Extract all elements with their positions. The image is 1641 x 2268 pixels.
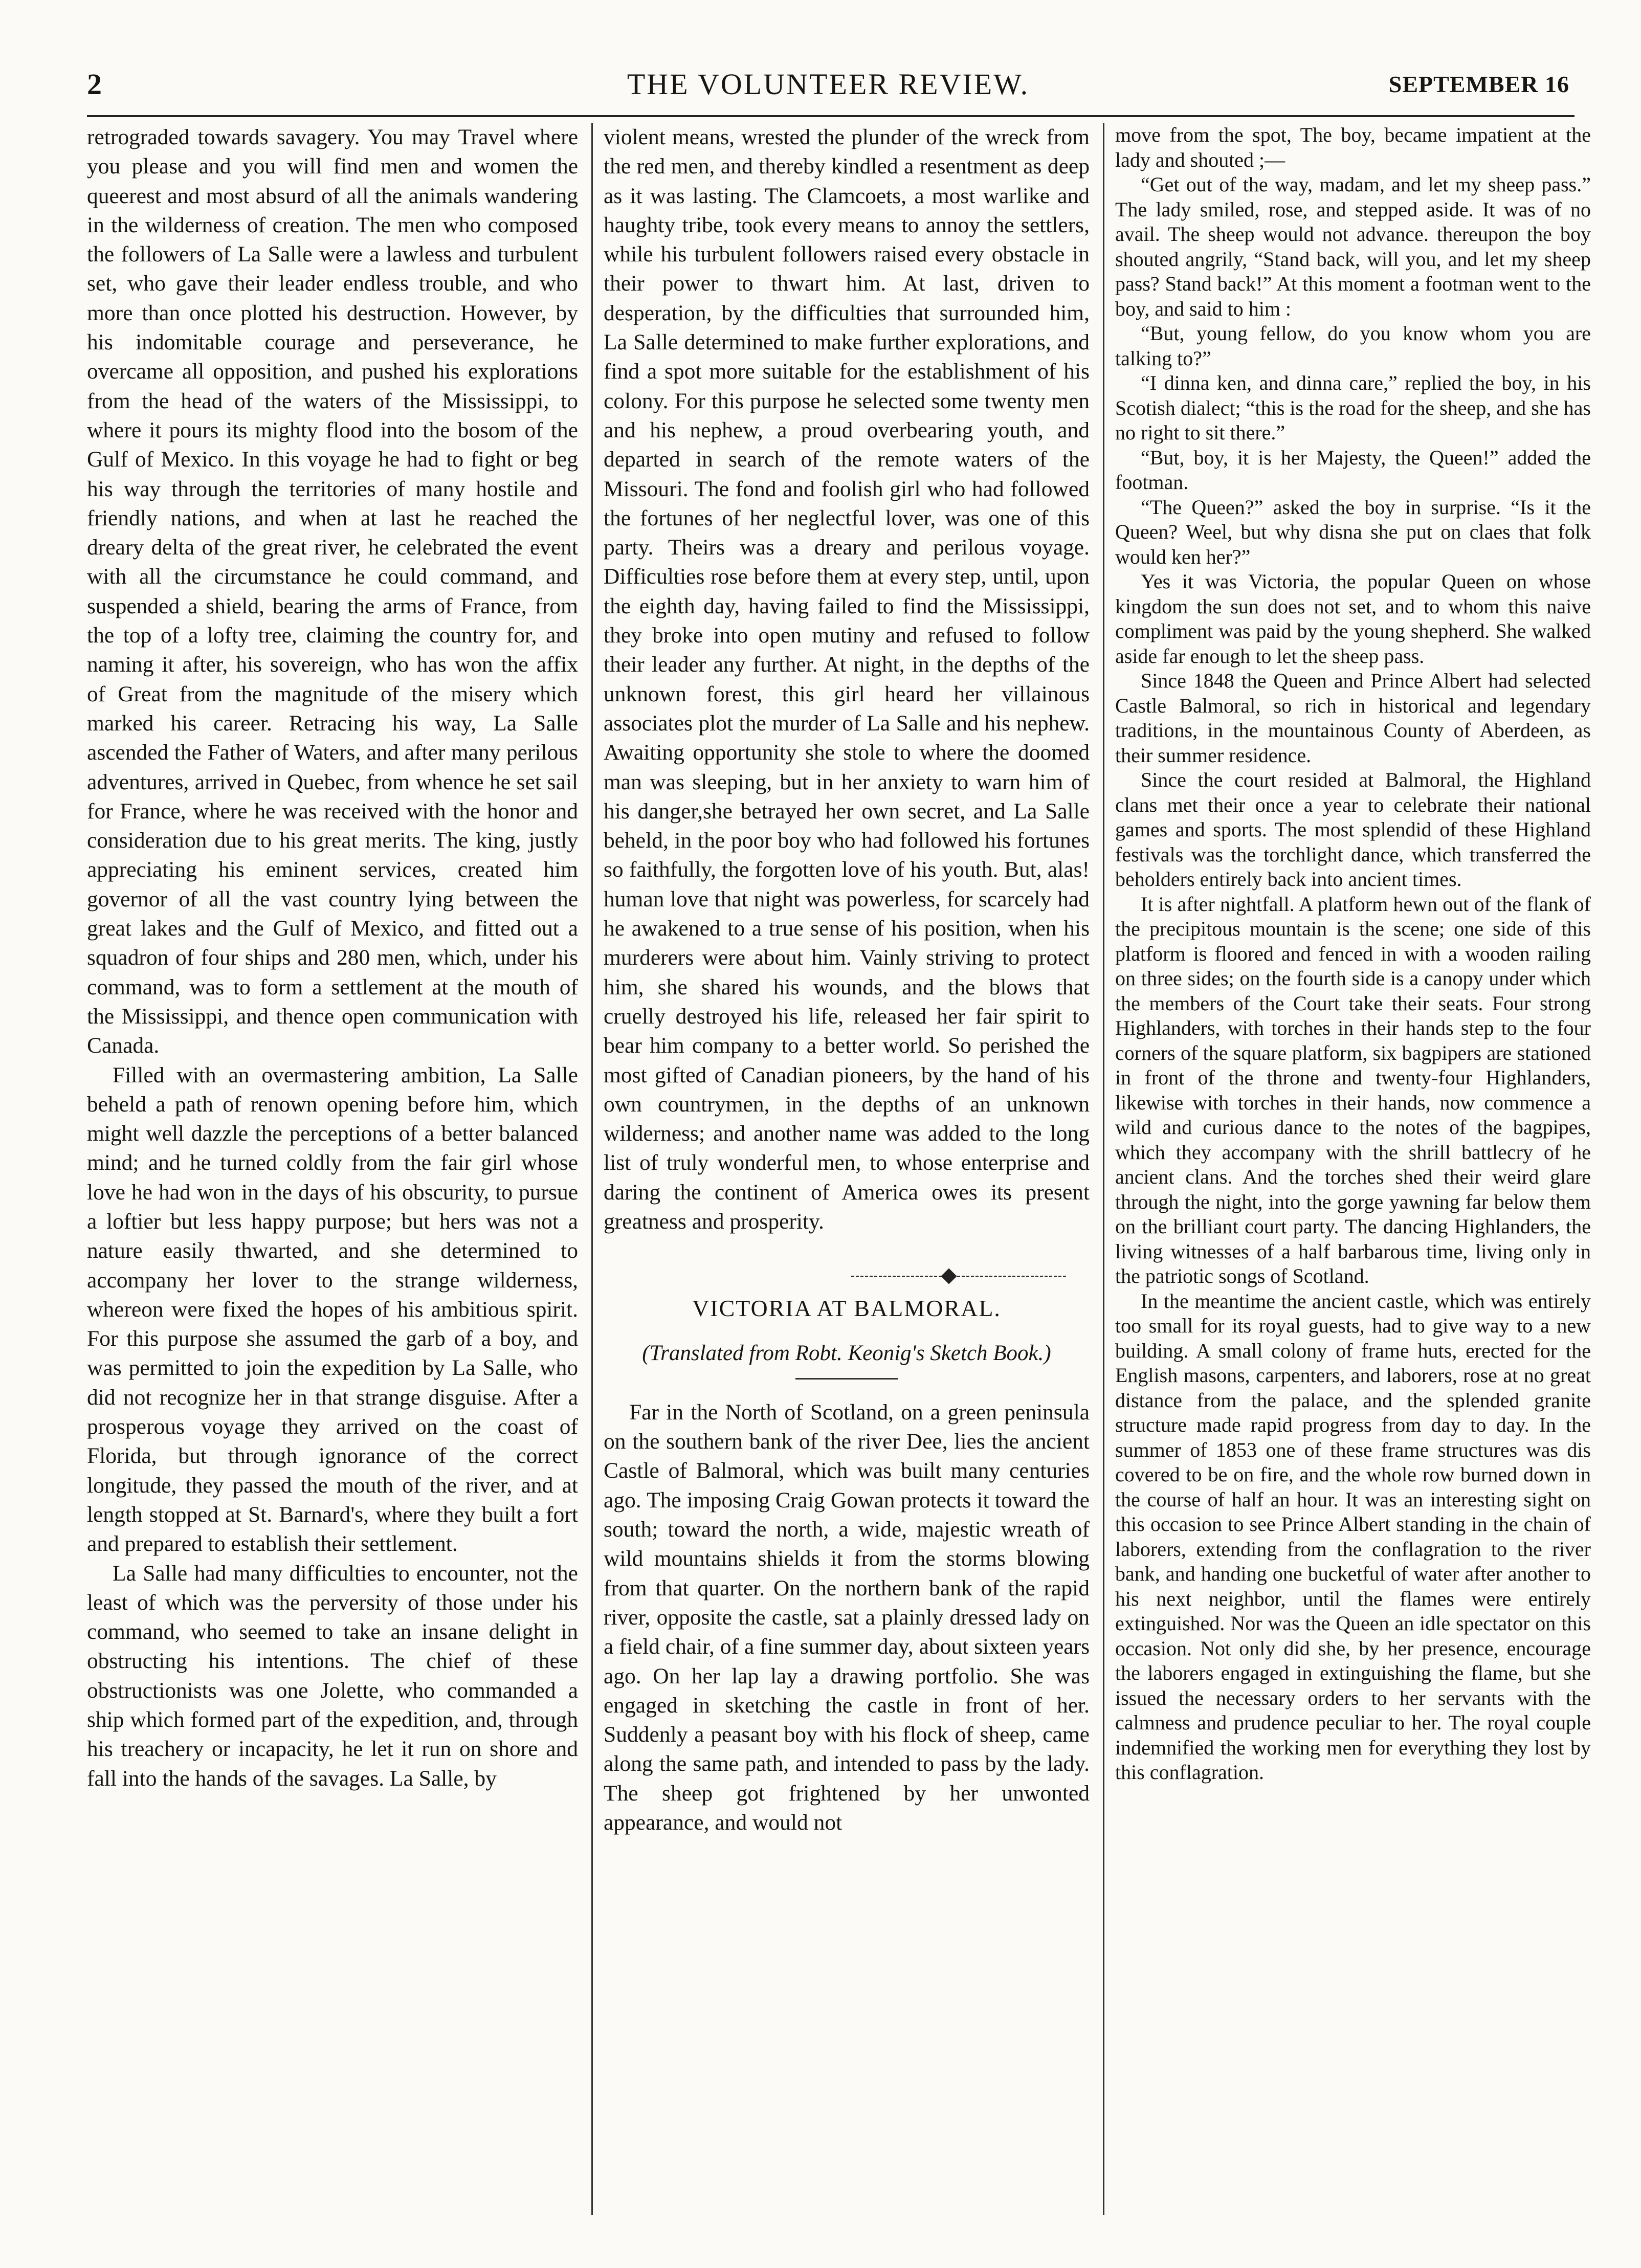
page-number: 2 [87,68,102,101]
newspaper-title: THE VOLUNTEER REVIEW. [627,68,1030,101]
column-divider [591,123,593,2215]
paragraph: Yes it was Victoria, the popular Queen on whose kingdom the sun does not set, and to whom this naive compliment was paid by the young shepherd. She walked aside far enough to let the sheep pass. [1115,570,1591,668]
divider-line [851,1276,1066,1277]
paragraph: Far in the North of Scotland, on a green peninsula on the southern bank of the river Dee, lies the ancient Castle of Balmoral, which was built many centuries ago. The imposing Craig Gowan protects it toward the south; toward the north, a wide, majestic wreath of wild mountains shields it from the storms blowing from that quarter. On the northern bank of the rapid river, opposite the castle, sat a plainly dressed lady on a field chair, of a fine summer day, about sixteen years ago. On her lap lay a drawing portfolio. She was engaged in sketching the castle in front of her. Suddenly a peasant boy with his flock of sheep, came along the same path, and intended to pass by the lady. The sheep got frightened by her unwonted appearance, and would not [604,1399,1090,1835]
paragraph: “The Queen?” asked the boy in surprise. “Is it the Queen? Weel, but why disna she put on claes that folk would ken her?” [1115,495,1591,568]
paragraph: retrograded towards savagery. You may Travel where you please and you will find men and women the queerest and most absurd of all the animals wandering in the wilderness of creation. The men who composed the followers of La Salle were a lawless and turbulent set, who gave their leader endless trouble, and who more than once plotted his destruction. However, by his indomitable courage and perseverance, he overcame all opposition, and pushed his explorations from the head of the waters of the Mississippi, to where it pours its mighty flood into the bosom of the Gulf of Mexico. In this voyage he had to fight or beg his way through the territories of many hostile and friendly nations, and when at last he reached the dreary delta of the great river, he celebrated the event with all the circumstance he could command, and suspended a shield, bearing the arms of France, from the top of a lofty tree, claiming the country for, and naming it after, his sovereign, who has won the affix of Great from the magnitude of the misery which marked his career. Retracing his way, La Salle ascended the Father of Waters, and after many perilous adventures, arrived in Quebec, from whence he set sail for France, where he was received with the honor and consideration due to his great merits. The king, justly appreciating his eminent services, created him governor of all the vast country lying between the great lakes and the Gulf of Mexico, and fitted out a squadron of four ships and 280 men, which, under his command, was to form a settlement at the mouth of the Mississippi, and thence open communication with Canada. [87,125,578,1058]
column-1 [87,123,578,2215]
paragraph: “But, boy, it is her Majesty, the Queen!” added the footman. [1115,446,1591,494]
paragraph: Filled with an overmastering ambition, La Salle beheld a path of renown opening before him, which might well dazzle the perceptions of a better balanced mind; and he turned coldly from the fair girl whose love he had won in the days of his obscurity, to pursue a loftier but less happy purpose; but hers was not a nature easily thwarted, and she determined to accompany her lover to the strange wilderness, whereon were fixed the hopes of his ambitious spirit. For this purpose she assumed the garb of a boy, and was permitted to join the expedition by La Salle, who did not recognize her in that strange disguise. After a prosperous voyage they arrived on the coast of Florida, but through ignorance of the correct longitude, they passed the mouth of the river, and at length stopped at St. Barnard's, where they built a fort and prepared to establish their settlement. [87,1062,578,1557]
paragraph: “But, young fellow, do you know whom you are talking to?” [1115,322,1591,370]
subtitle-rule [795,1378,898,1380]
issue-date: SEPTEMBER 16 [1388,71,1569,97]
column-divider [1103,123,1104,2215]
article-title: VICTORIA AT BALMORAL. [692,1295,1001,1322]
paragraph: In the meantime the ancient castle, which was entirely too small for its royal guests, had to give way to a new building. A small colony of frame huts, erected for the English masons, carpenters, and laborers, rose at no great distance from the palace, and the splended granite structure made rapid progress from day to day. In the summer of 1853 one of these frame structures was dis covered to be on fire, and the whole row burned down in the course of half an hour. It was an interesting sight on this occasion to see Prince Albert standing in the chain of laborers, extending from the conflagration to the river bank, and handing one bucketful of water after another to his next neighbor, until the flames were entirely extinguished. Nor was the Queen an idle spectator on this occasion. Not only did she, by her presence, encourage the laborers engaged in extinguishing the flame, but she issued the necessary orders to her servants with the calmness and prudence peculiar to her. The royal couple indemnified the working men for everything they lost by this conflagration. [1115,1289,1591,1784]
article-subtitle: (Translated from Robt. Keonig's Sketch Book.) [642,1341,1051,1365]
header-rule [87,115,1575,117]
paragraph: violent means, wrested the plunder of the wreck from the red men, and thereby kindled a resentment as deep as it was lasting. The Clamcoets, a most warlike and haughty tribe, took every means to annoy the settlers, while his turbulent followers raised every obstacle in their power to thwart him. At last, driven to desperation, by the difficulties that surrounded him, La Salle determined to make further explorations, and find a spot more suitable for the establishment of his colony. For this purpose he selected some twenty men and his nephew, a proud overbearing youth, and departed in search of the remote waters of the Missouri. The fond and foolish girl who had followed the fortunes of her neglectful lover, was one of this party. Theirs was a dreary and perilous voyage. Difficulties rose before them at every step, until, upon the eighth day, having failed to find the Mississippi, they broke into open mutiny and refused to follow their leader any further. At night, in the depths of the unknown forest, this girl heard her villainous associates plot the murder of La Salle and his nephew. Awaiting opportunity she stole to where the doomed man was sleeping, but in her anxiety to warn him of his danger,she betrayed her own secret, and La Salle beheld, in the poor boy who had followed his fortunes so faithfully, the forgotten love of his youth. But, alas! human love that night was powerless, for scarcely had he awakened to a true sense of his position, when his murderers were about him. Vainly striving to protect him, she shared his wounds, and the blows that cruelly destroyed his life, released her fair spirit to bear him company to a better world. So perished the most gifted of Canadian pioneers, by the hand of his own countrymen, in the depths of an unknown wilderness; and another name was added to the long list of truly wonderful men, to whose enterprise and daring the continent of America owes its present greatness and prosperity. [604,125,1090,1234]
section-divider [604,1260,1090,1275]
paragraph: It is after nightfall. A platform hewn out of the flank of the precipitous mountain is the scene; one side of this platform is floored and fenced in with a wooden railing on three sides; on the fourth side is a canopy under which the members of the Court take their seats. Four strong Highlanders, with torches in their hands step to the four corners of the square platform, six bagpipers are stationed in front of the throne and twenty-four Highlanders, likewise with torches in their hands, now commence a wild and curious dance to the notes of the bagpipes, which they accompany with the shrill battlecry of he ancient clans. And the torches shed their weird glare through the night, into the gorge yawning far below them on the brilliant court party. The dancing Highlanders, the living witnesses of a half barbarous time, living only in the patriotic songs of Scotland. [1115,892,1591,1287]
divider-ornament-icon [941,1269,957,1284]
paragraph: “Get out of the way, madam, and let my sheep pass.” The lady smiled, rose, and stepped aside. It was of no avail. The sheep would not advance. thereupon the boy shouted angrily, “Stand back, will you, and let my sheep pass? Stand back!” At this moment a footman went to the boy, and said to him : [1115,173,1591,320]
column-3 [1115,123,1591,2215]
paragraph: Since the court resided at Balmoral, the Highland clans met their once a year to celebrate their national games and sports. The most splendid of these Highland festivals was the torchlight dance, which transferred the beholders entirely back into ancient times. [1115,768,1591,891]
paragraph: La Salle had many difficulties to encounter, not the least of which was the perversity of those under his command, who seemed to take an insane delight in obstructing his intentions. The chief of these obstructionists was one Jolette, who commanded a ship which formed part of the expedition, and, through his treachery or incapacity, he let it run on shore and fall into the hands of the savages. La Salle, by [87,1561,578,1791]
paragraph: “I dinna ken, and dinna care,” replied the boy, in his Scotish dialect; “this is the road for the sheep, and she has no right to sit there.” [1115,371,1591,444]
column-2 [604,123,1090,2215]
paragraph: move from the spot, The boy, became impatient at the lady and shouted ;— [1115,123,1591,171]
page-header [77,61,1580,107]
paragraph: Since 1848 the Queen and Prince Albert had selected Castle Balmoral, so rich in historical and legendary traditions, in the mountainous County of Aberdeen, as their summer residence. [1115,669,1591,767]
